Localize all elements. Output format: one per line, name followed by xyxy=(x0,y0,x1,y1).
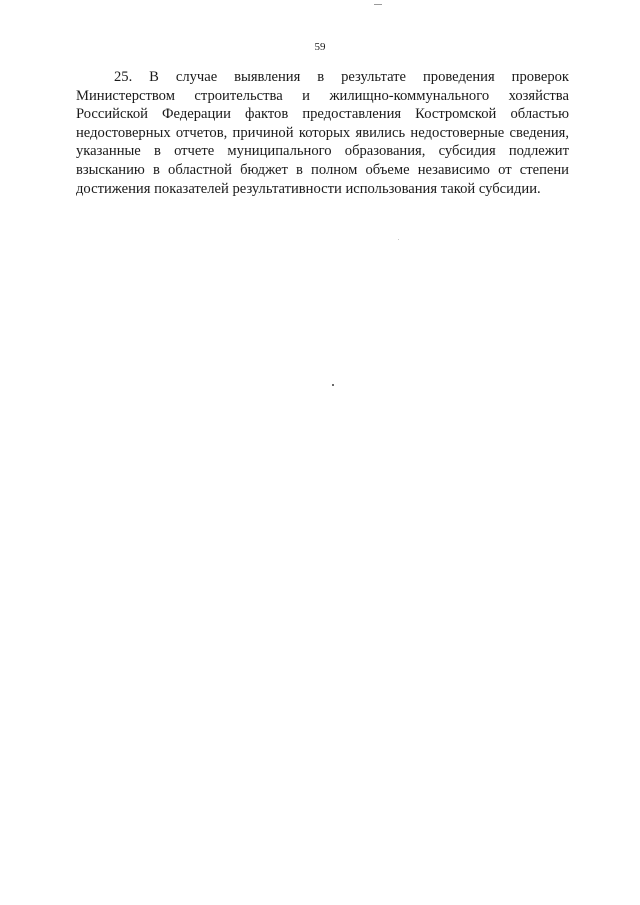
page-number: 59 xyxy=(314,41,326,53)
scan-mark xyxy=(374,4,382,5)
paragraph-25: 25. В случае выявления в результате проведения проверок Министерством строительства и жилищно-коммунального хозяйства Российской Федерации фактов предоставления Костромской областью недостоверных отчетов, причиной которых явились недостоверные сведения, указанные в отчете муниципального образования, субсидия подлежит взысканию в областной бюджет в полном объеме независимо от степени достижения показателей результативности использования такой субсидии. xyxy=(76,69,569,197)
scan-dot xyxy=(332,384,334,386)
scan-speck xyxy=(398,239,399,240)
